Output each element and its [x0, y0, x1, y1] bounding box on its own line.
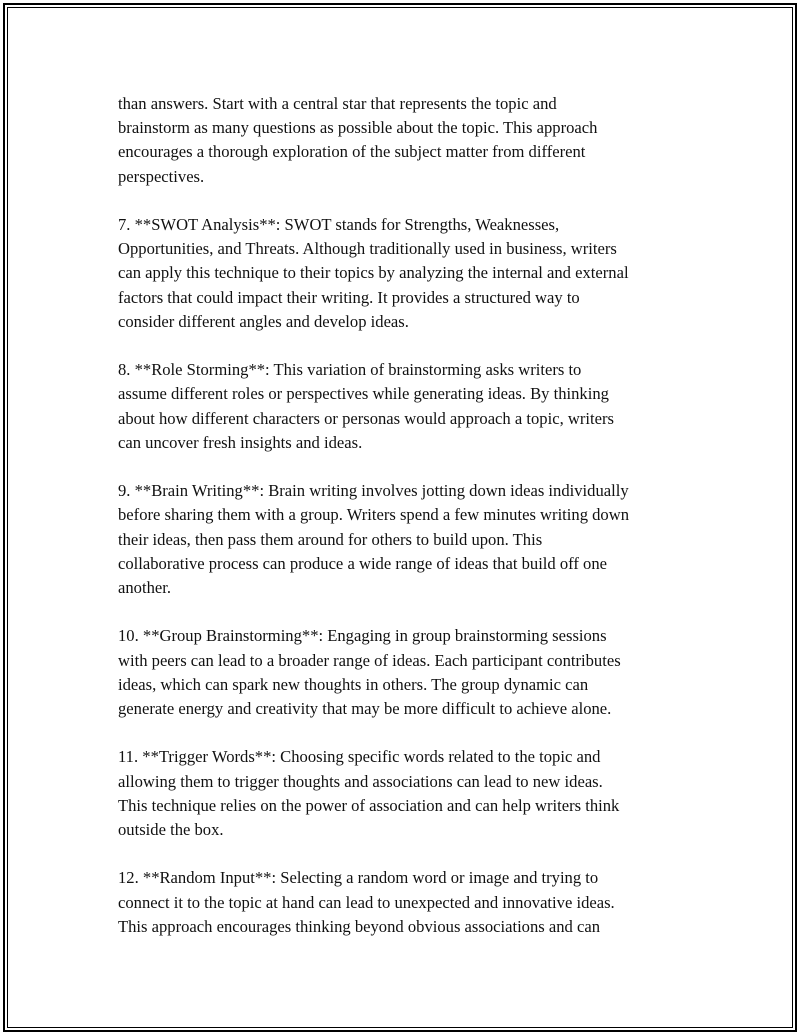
text-line: brainstorm as many questions as possible about the topic. This approach [118, 118, 598, 138]
paragraph-brain-writing [118, 479, 698, 600]
text-line: This technique relies on the power of association and can help writers think [118, 795, 620, 815]
paragraph-continuation [118, 92, 698, 189]
text-line: 11. **Trigger Words**: Choosing specific words related to the topic and [118, 747, 601, 767]
text-line: consider different angles and develop ideas. [118, 311, 409, 331]
text-line: with peers can lead to a broader range of ideas. Each participant contributes [118, 650, 621, 670]
text-line: encourages a thorough exploration of the subject matter from different [118, 142, 586, 162]
text-line: perspectives. [118, 166, 205, 186]
text-line: than answers. Start with a central star that represents the topic and [118, 94, 557, 113]
text-line: another. [118, 578, 171, 598]
text-line: 8. **Role Storming**: This variation of brainstorming asks writers to [118, 360, 582, 380]
paragraph-trigger-words [118, 745, 698, 842]
text-line: 12. **Random Input**: Selecting a random word or image and trying to [118, 868, 599, 888]
text-line: assume different roles or perspectives while generating ideas. By thinking [118, 384, 609, 404]
text-line: 9. **Brain Writing**: Brain writing involves jotting down ideas individually [118, 481, 629, 501]
text-line: connect it to the topic at hand can lead to unexpected and innovative ideas. [118, 892, 615, 912]
text-line: can uncover fresh insights and ideas. [118, 432, 363, 452]
paragraph-swot-analysis [118, 213, 698, 334]
text-line: collaborative process can produce a wide range of ideas that build off one [118, 553, 608, 573]
paragraph-random-input [118, 866, 698, 939]
document-body [118, 92, 698, 963]
text-line: 7. **SWOT Analysis**: SWOT stands for Strengths, Weaknesses, [118, 215, 560, 234]
text-line: allowing them to trigger thoughts and associations can lead to new ideas. [118, 771, 603, 791]
text-line: Opportunities, and Threats. Although traditionally used in business, writers [118, 239, 617, 259]
text-line: their ideas, then pass them around for others to build upon. This [118, 529, 543, 549]
text-line: can apply this technique to their topics by analyzing the internal and external [118, 263, 629, 283]
paragraph-group-brainstorming [118, 624, 698, 721]
text-line: 10. **Group Brainstorming**: Engaging in group brainstorming sessions [118, 626, 607, 646]
paragraph-role-storming [118, 358, 698, 455]
text-line: factors that could impact their writing. It provides a structured way to [118, 287, 580, 307]
text-line: before sharing them with a group. Writers spend a few minutes writing down [118, 505, 630, 525]
text-line: ideas, which can spark new thoughts in others. The group dynamic can [118, 674, 589, 694]
text-line: about how different characters or personas would approach a topic, writers [118, 408, 614, 428]
text-line: This approach encourages thinking beyond obvious associations and can [118, 916, 601, 936]
text-line: generate energy and creativity that may be more difficult to achieve alone. [118, 699, 612, 719]
text-line: outside the box. [118, 820, 224, 840]
